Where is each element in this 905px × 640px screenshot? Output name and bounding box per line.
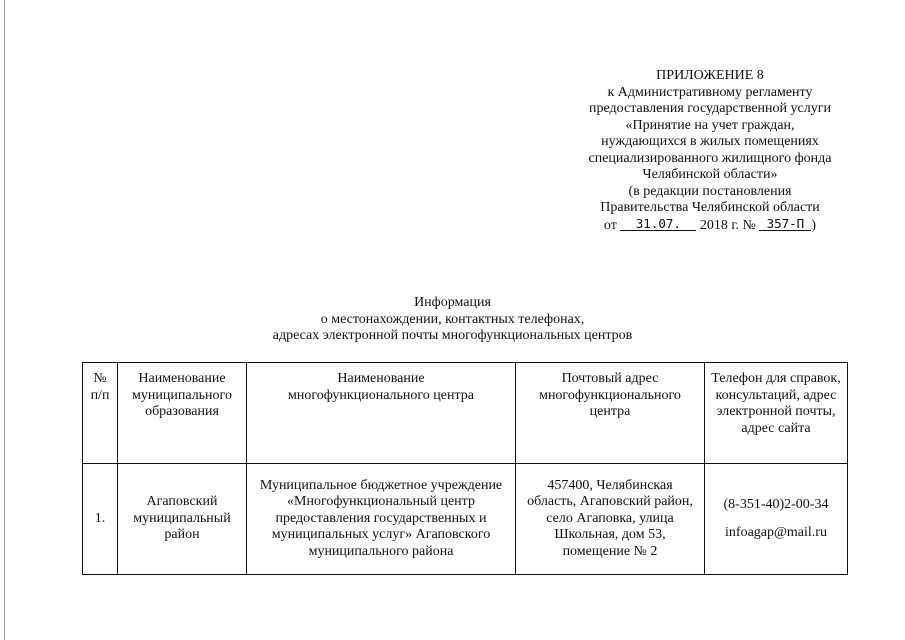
header-text: многофункционального центра — [287, 387, 475, 403]
cell-text: Агаповский — [146, 494, 218, 510]
cell-text: 457400, Челябинская — [547, 477, 673, 493]
document-title — [200, 295, 705, 345]
scan-edge-line — [4, 0, 5, 640]
cell-text: муниципальный — [133, 510, 231, 526]
appendix-line: (в редакции постановления — [628, 183, 792, 199]
resolution-number: 357-П — [759, 217, 811, 231]
mfc-table — [82, 362, 848, 575]
date-prefix: от — [603, 217, 617, 233]
header-text: Почтовый адрес — [561, 371, 659, 386]
date-suffix: ) — [811, 217, 817, 233]
appendix-line: к Административному регламенту — [607, 84, 813, 100]
header-text: образования — [145, 404, 219, 419]
appendix-line: специализированного жилищного фонда — [588, 150, 832, 166]
header-text: адрес сайта — [741, 420, 811, 436]
appendix-line: предоставления государственной услуги — [589, 101, 831, 116]
cell-text: район — [164, 527, 200, 543]
cell-contacts — [705, 464, 848, 575]
email-address: infoagap@mail.ru — [725, 525, 827, 540]
header-municipality — [118, 363, 247, 464]
appendix-date-line — [565, 217, 855, 235]
phone-number: (8-351-40)2-00-34 — [723, 496, 829, 512]
appendix-line: «Принятие на учет граждан, — [625, 117, 795, 133]
table-row — [83, 464, 848, 575]
cell-text: муниципальных услуг» Агаповского — [271, 527, 491, 543]
header-text: электронной почты, — [716, 404, 836, 419]
cell-text: предоставления государственных и — [275, 510, 487, 526]
header-postal-address — [516, 363, 705, 464]
header-text: № — [93, 371, 107, 386]
header-text: Наименование — [138, 371, 226, 386]
cell-text: область, Агаповский район, — [527, 494, 693, 510]
cell-text: помещение № 2 — [562, 543, 658, 559]
header-text: муниципального — [132, 387, 232, 403]
appendix-line: ПРИЛОЖЕНИЕ 8 — [656, 68, 764, 83]
appendix-header — [565, 68, 855, 234]
header-text: консультаций, адрес — [715, 387, 837, 403]
table-header-row — [83, 363, 848, 464]
title-line: адресах электронной почты многофункциональных центров — [272, 328, 633, 343]
header-text: п/п — [90, 387, 110, 403]
title-line: Информация — [414, 295, 491, 310]
cell-text: село Агаповка, улица — [546, 510, 674, 526]
header-number — [83, 363, 118, 464]
spacer — [707, 513, 845, 525]
cell-text: «Многофункциональный центр — [287, 494, 475, 510]
cell-municipality — [118, 464, 247, 575]
cell-center-name — [247, 464, 516, 575]
header-text: многофункционального — [539, 387, 681, 403]
header-text: Телефон для справок, — [711, 371, 841, 386]
cell-text: Школьная, дом 53, — [554, 527, 666, 543]
appendix-line: нуждающихся в жилых помещениях — [601, 134, 819, 149]
appendix-line: Правительства Челябинской области — [600, 200, 820, 215]
header-center-name — [247, 363, 516, 464]
title-line: о местонахождении, контактных телефонах, — [320, 311, 585, 327]
date-value: 31.07. — [620, 217, 696, 231]
appendix-line: Челябинской области» — [642, 167, 778, 182]
cell-postal-address — [516, 464, 705, 575]
header-text: Наименование — [337, 371, 425, 386]
header-text: центра — [589, 404, 631, 419]
cell-number: 1. — [83, 464, 118, 575]
year-text: 2018 г. № — [699, 217, 756, 233]
cell-text: Муниципальное бюджетное учреждение — [259, 477, 503, 493]
header-contacts — [705, 363, 848, 464]
cell-text: муниципального района — [308, 543, 454, 559]
